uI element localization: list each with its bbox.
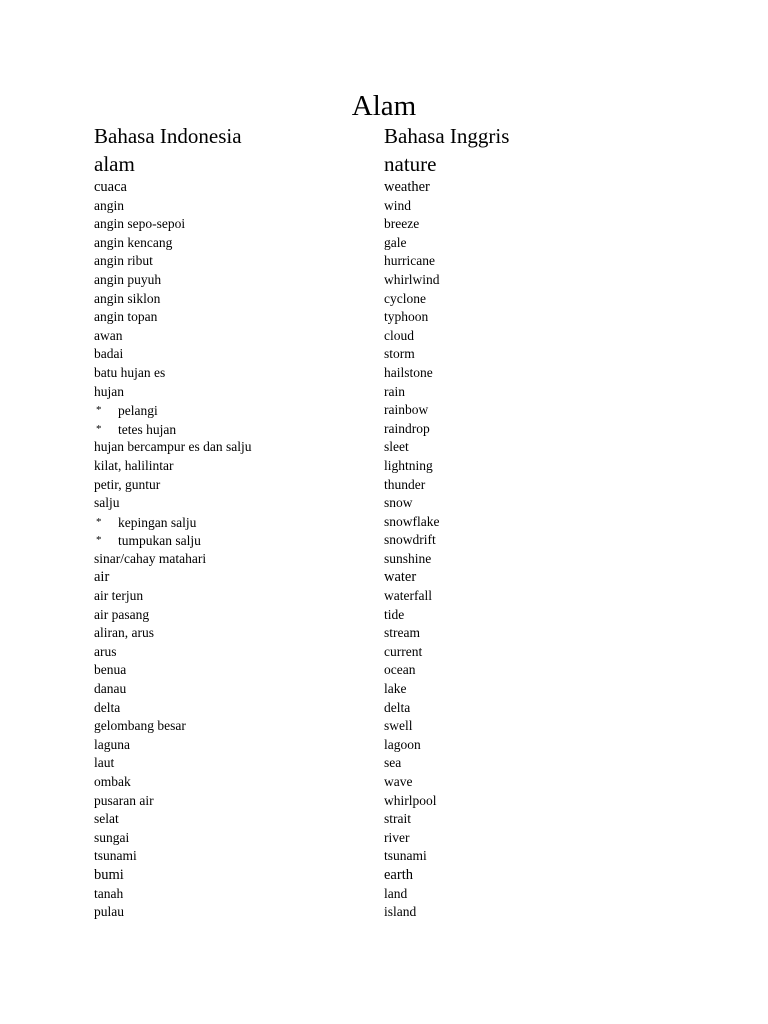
- english-term: rainbow: [384, 402, 429, 418]
- english-term: wind: [384, 197, 411, 213]
- english-term: land: [384, 885, 408, 901]
- indonesian-term-text: angin: [94, 197, 124, 213]
- english-term: sleet: [384, 439, 409, 455]
- english-term: waterfall: [384, 588, 432, 604]
- english-term: delta: [384, 699, 411, 715]
- vocab-row: [0, 643, 768, 662]
- indonesian-term-text: hujan: [94, 383, 124, 399]
- vocab-row: [0, 568, 768, 587]
- indonesian-term: [94, 197, 124, 216]
- english-term: tsunami: [384, 848, 427, 864]
- indonesian-term-text: air: [94, 569, 110, 586]
- indonesian-term-text: tetes hujan: [118, 421, 177, 437]
- indonesian-term-text: air pasang: [94, 606, 150, 622]
- vocab-row: [0, 736, 768, 755]
- vocab-row: [0, 345, 768, 364]
- english-term: thunder: [384, 476, 426, 492]
- indonesian-term: [94, 736, 130, 755]
- english-term: cyclone: [384, 290, 426, 306]
- vocab-row: [0, 215, 768, 234]
- bullet-icon: *: [96, 534, 102, 547]
- indonesian-term: [94, 606, 149, 625]
- indonesian-term: [94, 345, 123, 364]
- column-headers: [0, 122, 768, 150]
- vocab-row: [0, 234, 768, 253]
- vocab-row: [0, 903, 768, 922]
- english-term: stream: [384, 625, 420, 641]
- english-term: rain: [384, 383, 405, 399]
- english-term: breeze: [384, 216, 420, 232]
- english-term: snowflake: [384, 513, 440, 529]
- vocab-row: [0, 271, 768, 290]
- indonesian-term: [94, 308, 157, 327]
- indonesian-term-text: sinar/cahay matahari: [94, 550, 207, 566]
- indonesian-term-text: tsunami: [94, 848, 137, 864]
- indonesian-term: [94, 885, 123, 904]
- indonesian-term-text: arus: [94, 643, 117, 659]
- vocab-row: [0, 717, 768, 736]
- english-term: lagoon: [384, 736, 421, 752]
- indonesian-term-text: danau: [94, 681, 127, 697]
- english-term: water: [384, 569, 417, 586]
- vocab-row: [0, 383, 768, 402]
- indonesian-term-text: salju: [94, 495, 120, 511]
- english-term: wave: [384, 774, 413, 789]
- section-headers: [0, 150, 768, 178]
- indonesian-term: [94, 290, 160, 309]
- vocab-row: [0, 829, 768, 848]
- indonesian-term: [94, 271, 161, 290]
- vocab-row: [0, 699, 768, 718]
- english-term: hurricane: [384, 253, 435, 269]
- vocab-row: [0, 810, 768, 829]
- vocab-row: [0, 364, 768, 383]
- indonesian-term-text: gelombang besar: [94, 718, 186, 734]
- vocab-row: [0, 661, 768, 680]
- page-title: Alam: [351, 90, 417, 122]
- indonesian-term-text: angin kencang: [94, 234, 173, 250]
- indonesian-term: [94, 717, 186, 736]
- indonesian-term-text: kepingan salju: [118, 514, 197, 530]
- vocab-row: [0, 513, 768, 532]
- indonesian-term-text: tumpukan salju: [118, 533, 201, 549]
- english-term: whirlwind: [384, 271, 440, 287]
- vocab-row: [0, 457, 768, 476]
- english-term: hailstone: [384, 364, 433, 380]
- vocab-row: [0, 420, 768, 439]
- indonesian-term-text: delta: [94, 699, 121, 715]
- indonesian-term-text: pulau: [94, 904, 124, 920]
- indonesian-term-text: kilat, halilintar: [94, 457, 174, 473]
- english-term: lake: [384, 681, 407, 697]
- indonesian-term: [94, 643, 117, 662]
- indonesian-term-text: angin sepo-sepoi: [94, 216, 186, 232]
- english-term: sea: [384, 755, 402, 771]
- english-term: cloud: [384, 327, 414, 343]
- indonesian-term-text: pusaran air: [94, 792, 154, 808]
- indonesian-term-text: angin ribut: [94, 253, 153, 269]
- bullet-icon: *: [96, 404, 102, 417]
- vocab-row: [0, 401, 768, 420]
- bullet-icon: *: [96, 422, 102, 435]
- indonesian-term: [94, 903, 124, 922]
- english-term: island: [384, 904, 417, 920]
- indonesian-term-text: batu hujan es: [94, 364, 166, 380]
- vocab-row: [0, 587, 768, 606]
- english-term: swell: [384, 718, 413, 734]
- english-term: lightning: [384, 457, 433, 473]
- subheader-nature: nature: [384, 152, 437, 176]
- english-term: strait: [384, 811, 411, 827]
- indonesian-term-text: angin topan: [94, 309, 158, 325]
- indonesian-term: [94, 810, 119, 829]
- vocab-row: [0, 866, 768, 885]
- indonesian-term-text: bumi: [94, 866, 124, 883]
- vocab-row: [0, 606, 768, 625]
- english-term: snow: [384, 495, 413, 511]
- vocab-row: [0, 754, 768, 773]
- indonesian-term-text: petir, guntur: [94, 476, 161, 492]
- vocab-row: [0, 327, 768, 346]
- indonesian-term: [94, 699, 120, 718]
- english-term: ocean: [384, 662, 416, 678]
- vocab-row: [0, 290, 768, 309]
- indonesian-term-text: badai: [94, 346, 124, 362]
- indonesian-term: [94, 364, 165, 383]
- indonesian-term: [94, 866, 124, 885]
- indonesian-term: [94, 513, 196, 533]
- vocab-row: [0, 494, 768, 513]
- english-term: gale: [384, 234, 407, 250]
- indonesian-term: [94, 327, 122, 346]
- indonesian-term: [94, 178, 127, 197]
- vocab-row: [0, 885, 768, 904]
- indonesian-term: [94, 420, 176, 440]
- indonesian-term: [94, 661, 126, 680]
- english-term: whirlpool: [384, 792, 437, 808]
- header-bahasa-inggris: Bahasa Inggris: [384, 124, 510, 148]
- english-term: storm: [384, 346, 415, 362]
- indonesian-term-text: angin puyuh: [94, 271, 162, 287]
- vocab-row: [0, 308, 768, 327]
- vocab-row: [0, 178, 768, 197]
- english-term: sunshine: [384, 550, 432, 566]
- english-term: typhoon: [384, 309, 429, 325]
- indonesian-term: [94, 680, 126, 699]
- indonesian-term-text: selat: [94, 811, 119, 827]
- vocab-row: [0, 197, 768, 216]
- english-term: snowdrift: [384, 532, 436, 548]
- vocab-row: [0, 847, 768, 866]
- indonesian-term: [94, 531, 201, 551]
- vocab-row: [0, 624, 768, 643]
- subheader-alam: alam: [94, 152, 135, 176]
- indonesian-term-text: angin siklon: [94, 290, 161, 306]
- indonesian-term: [94, 550, 206, 569]
- indonesian-term-text: benua: [94, 662, 127, 678]
- indonesian-term: [94, 457, 173, 476]
- vocab-row: [0, 550, 768, 569]
- indonesian-term-text: awan: [94, 327, 123, 343]
- indonesian-term: [94, 401, 158, 421]
- vocab-row: [0, 531, 768, 550]
- indonesian-term: [94, 494, 120, 513]
- vocab-row: [0, 680, 768, 699]
- indonesian-term-text: laguna: [94, 736, 130, 752]
- indonesian-term-text: air terjun: [94, 588, 144, 604]
- indonesian-term: [94, 847, 137, 866]
- vocabulary-list: [0, 178, 768, 922]
- indonesian-term-text: tanah: [94, 885, 124, 901]
- header-bahasa-indonesia: Bahasa Indonesia: [94, 124, 242, 148]
- vocab-row: [0, 792, 768, 811]
- indonesian-term: [94, 829, 129, 848]
- indonesian-term-text: sungai: [94, 829, 130, 845]
- indonesian-term: [94, 476, 160, 495]
- indonesian-term-text: ombak: [94, 774, 131, 789]
- indonesian-term-text: laut: [94, 755, 115, 771]
- indonesian-term: [94, 252, 153, 271]
- indonesian-term: [94, 438, 251, 457]
- english-term: raindrop: [384, 420, 430, 436]
- indonesian-term: [94, 215, 185, 234]
- vocab-row: [0, 773, 768, 792]
- indonesian-term-text: hujan bercampur es dan salju: [94, 439, 252, 455]
- indonesian-term: [94, 754, 114, 773]
- indonesian-term: [94, 624, 154, 643]
- indonesian-term-text: aliran, arus: [94, 625, 154, 641]
- indonesian-term: [94, 383, 124, 402]
- indonesian-term: [94, 587, 143, 606]
- indonesian-term-text: cuaca: [94, 179, 127, 195]
- english-term: river: [384, 829, 410, 845]
- vocab-row: [0, 438, 768, 457]
- indonesian-term-text: pelangi: [118, 403, 158, 419]
- english-term: weather: [384, 179, 430, 195]
- bullet-icon: *: [96, 515, 102, 528]
- english-term: earth: [384, 866, 413, 883]
- indonesian-term: [94, 568, 109, 587]
- english-term: tide: [384, 606, 405, 622]
- indonesian-term: [94, 792, 154, 811]
- vocab-row: [0, 252, 768, 271]
- indonesian-term: [94, 234, 172, 253]
- english-term: current: [384, 643, 423, 659]
- indonesian-term: [94, 773, 131, 792]
- vocab-row: [0, 476, 768, 495]
